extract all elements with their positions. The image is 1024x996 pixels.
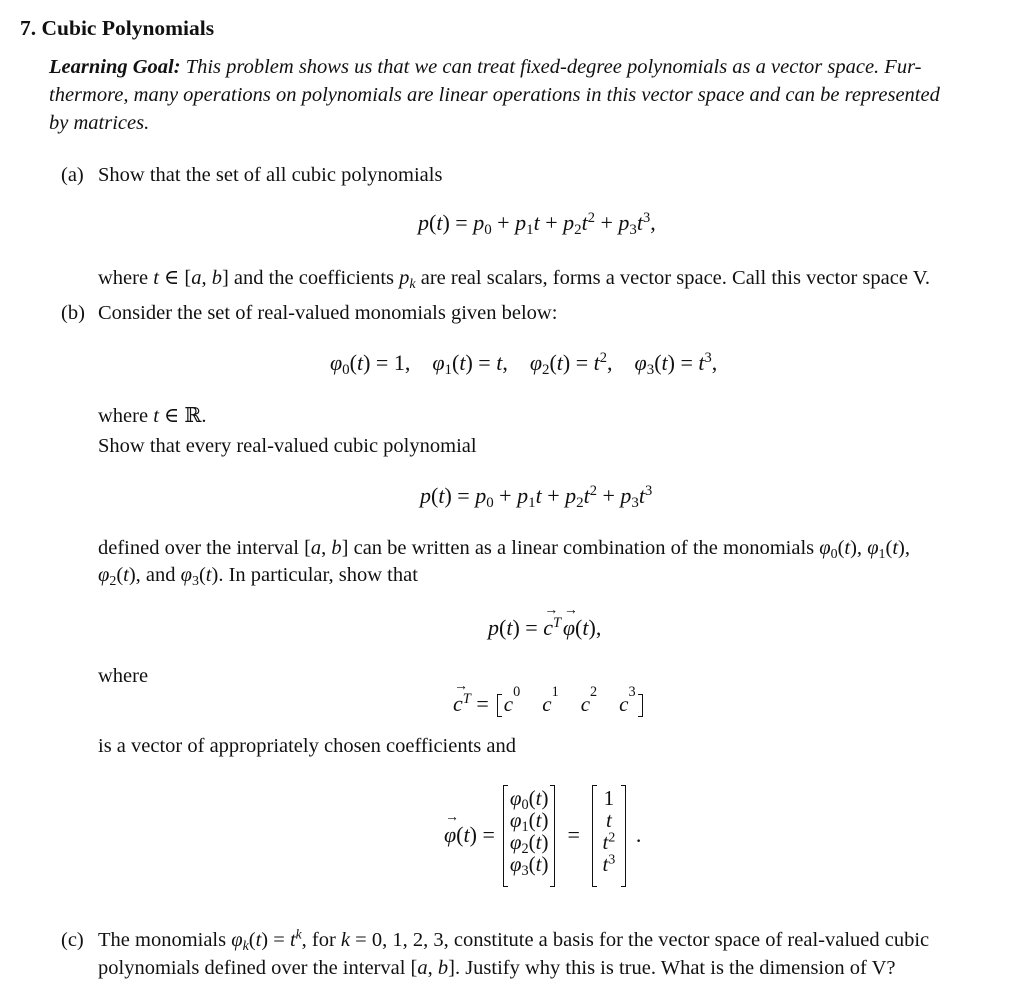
part-a-where-suffix: are real scalars, forms a vector space. Call this vector space V. [420,267,930,289]
linear-combination-equation: p(t) = c → $^T$ φ → (t), [488,603,602,640]
part-c-text-2: polynomials defined over the interval [98,957,406,979]
basis-column-vector: $\varphi_0(t)$ $\varphi_1(t)$ $\varphi_2(t)$ $\varphi_3(t)$ [503,783,556,887]
part-a-intro: Show that the set of all cubic polynomials [98,164,443,186]
part-c-line-2: polynomials defined over the interval [a, b]. Justify why this is true. What is the dimension of V? [98,957,896,979]
part-c-text-2-end: . Justify why this is true. What is the dimension of V? [454,957,896,979]
part-b-intro: Consider the set of real-valued monomials given below: [98,302,558,324]
cubic-polynomial-equation-2: $p(t) = p_0 + p_1t + p_2t^2 + p_3t^3$ [420,483,653,512]
part-b-where-text: where [98,405,149,427]
problem-heading: 7. Cubic Polynomials [20,16,215,40]
part-b-where2: where [98,665,149,687]
monomial-column-vector: 1 t $t^2$ $t^3$ [592,783,626,887]
part-a-label: (a) [61,164,84,186]
part-b-defined-text-1: defined over the interval [98,537,299,559]
part-c-line-1: The monomials $\varphi_k(t) = t^k$, for k = 0, 1, 2, 3, constitute a basis for the vector space of real-valued cubic [98,926,930,954]
coefficient-vector-equation: c → $^T$ = c 0 c 1 c 2 c 3 [453,691,643,717]
part-c-label: (c) [61,929,84,951]
part-b-label: (b) [61,302,85,324]
part-b-where-line: where t ∈ ℝ. [98,405,207,427]
part-b-defined-text-1b: can be written as a linear combination of the monomials [353,537,815,559]
part-a-where-mid: and the coefficients [233,267,395,289]
part-b-defined-text-2: . In particular, show that [218,564,418,586]
part-c-for-text: for [311,929,336,951]
part-b-and-text: and [145,564,176,586]
monomials-equation: $\varphi_0(t) = 1$, $\varphi_1(t) = t$, $\varphi_2(t) = t^2$, $\varphi_3(t) = t^3$, [330,350,718,379]
part-b-defined-line-1: defined over the interval [a, b] can be written as a linear combination of the monomials $\varphi_0(t)$, $\varphi_1(t)$, [98,537,910,562]
part-b-coeff-line: is a vector of appropriately chosen coefficients and [98,735,516,757]
part-c-text-1-end: constitute a basis for the vector space of real-valued cubic [453,929,930,951]
part-a-where-prefix: where [98,267,149,289]
coefficient-row-vector: c 0 c 1 c 2 c 3 [497,692,643,717]
learning-goal-line-1 [49,56,1017,79]
basis-vector-equation: φ → (t) = $\varphi_0(t)$ $\varphi_1(t)$ $\varphi_2(t)$ $\varphi_3(t)$ = 1 t $t^2$ $t^3$ . [444,783,641,887]
learning-goal-line-3: by matrices. [49,112,150,134]
part-b-show-line: Show that every real-valued cubic polynomial [98,435,477,457]
part-b-defined-line-2: $\varphi_2(t)$, and $\varphi_3(t)$. In particular, show that [98,564,418,589]
part-a-where-line: where t ∈ [a, b] and the coefficients $p_k$ are real scalars, forms a vector space. Call this vector space V. [98,267,930,292]
learning-goal-label: Learning Goal: [49,56,181,78]
learning-goal-line-2: thermore, many operations on polynomials are linear operations in this vector space and can be represented [49,84,940,106]
cubic-polynomial-equation: $p(t) = p_0 + p_1t + p_2t^2 + p_3t^3$, [418,210,656,239]
learning-goal-text-1: This problem shows us that we can treat fixed-degree polynomials as a vector space. Fur- [185,56,922,78]
part-c-text-1: The monomials [98,929,227,951]
